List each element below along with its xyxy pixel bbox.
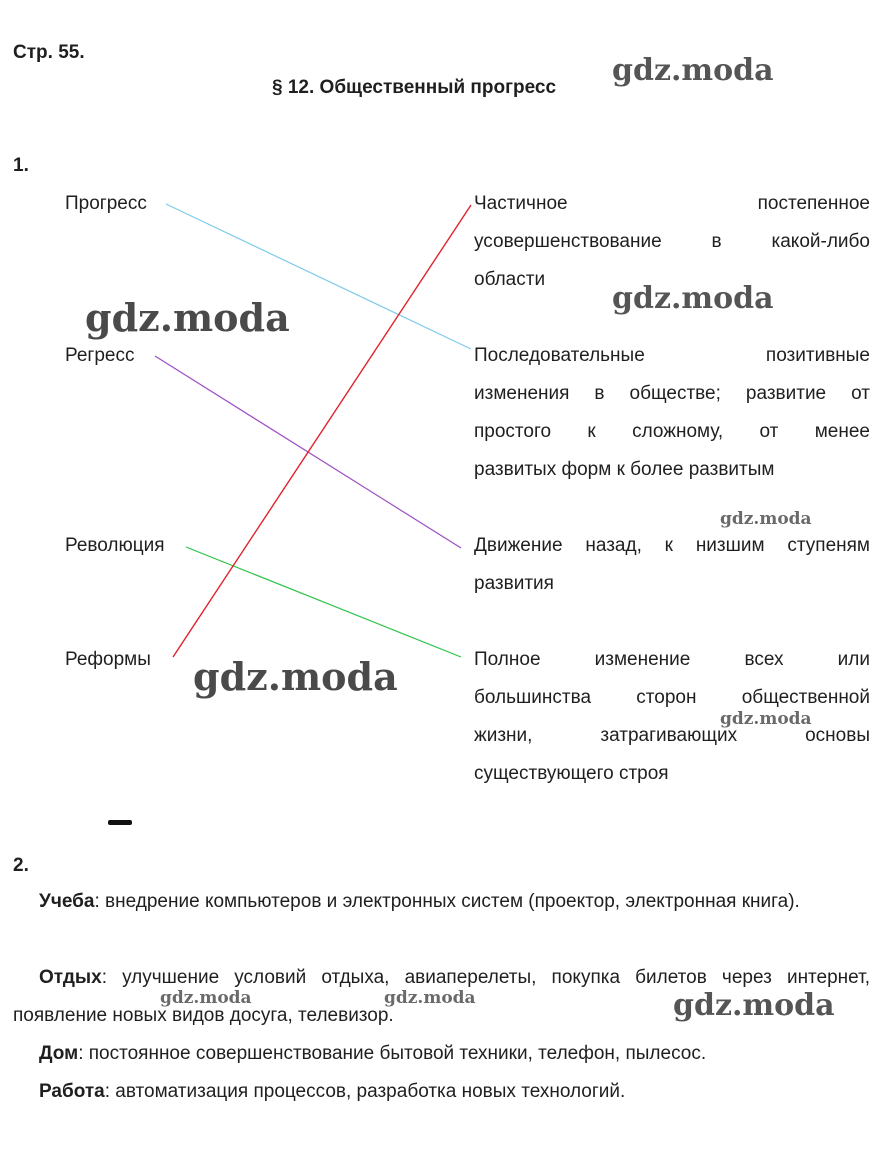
definition-1-line: области [474,269,546,290]
section-title: § 12. Общественный прогресс [272,77,557,98]
item-text: : улучшение условий отдыха, авиаперелеты, покупка билетов через интернет, появление новых видов досуга, телевизор. [13,967,870,1026]
ink-smudge [108,820,132,825]
definition-1-line: Частичное постепенное [474,193,870,214]
definition-4-line: Полное изменение всех или [474,649,870,670]
watermark: gdz.moda [193,654,398,699]
definition-4-line: существующего строя [474,763,669,784]
line-reforms [173,205,471,657]
term-progress: Прогресс [65,193,147,214]
item-label: Работа [39,1081,105,1102]
definition-2-line: изменения в обществе; развитие от [474,383,870,404]
watermark: gdz.moda [720,509,812,529]
definition-2-line: простого к сложному, от менее [474,421,870,442]
definition-3-line: Движение назад, к низшим ступеням [474,535,870,556]
definition-4-line: большинства сторон общественной [474,687,870,708]
item-text: : автоматизация процессов, разработка новых технологий. [104,1081,626,1102]
definition-1-line: усовершенствование в какой-либо [474,231,870,252]
term-reforms: Реформы [65,649,151,670]
item-text: : постоянное совершенствование бытовой техники, телефон, пылесос. [78,1043,707,1064]
definition-2-line: развитых форм к более развитым [474,459,775,480]
definition-4-line: жизни, затрагивающих основы [474,725,870,746]
definition-2-line: Последовательные позитивные [474,345,870,366]
watermark: gdz.moda [160,988,252,1008]
list-item [13,1073,870,1111]
watermark: gdz.moda [384,988,476,1008]
line-revolution [186,547,461,657]
item-text: : внедрение компьютеров и электронных систем (проектор, электронная книга). [94,891,800,912]
page-reference: Стр. 55. [13,42,85,63]
watermark: gdz.moda [720,709,812,729]
list-item [13,1035,870,1073]
watermark: gdz.moda [673,988,835,1023]
watermark: gdz.moda [85,295,290,340]
term-regress: Регресс [65,345,135,366]
watermark: gdz.moda [612,53,774,88]
definition-3-line: развития [474,573,554,594]
task-1-number: 1. [13,155,29,176]
task-2-number: 2. [13,855,29,876]
watermark: gdz.moda [612,281,774,316]
term-revolution: Революция [65,535,165,556]
item-label: Отдых [39,967,102,988]
item-label: Дом [39,1043,79,1064]
item-label: Учеба [39,891,95,912]
list-item [13,883,870,921]
